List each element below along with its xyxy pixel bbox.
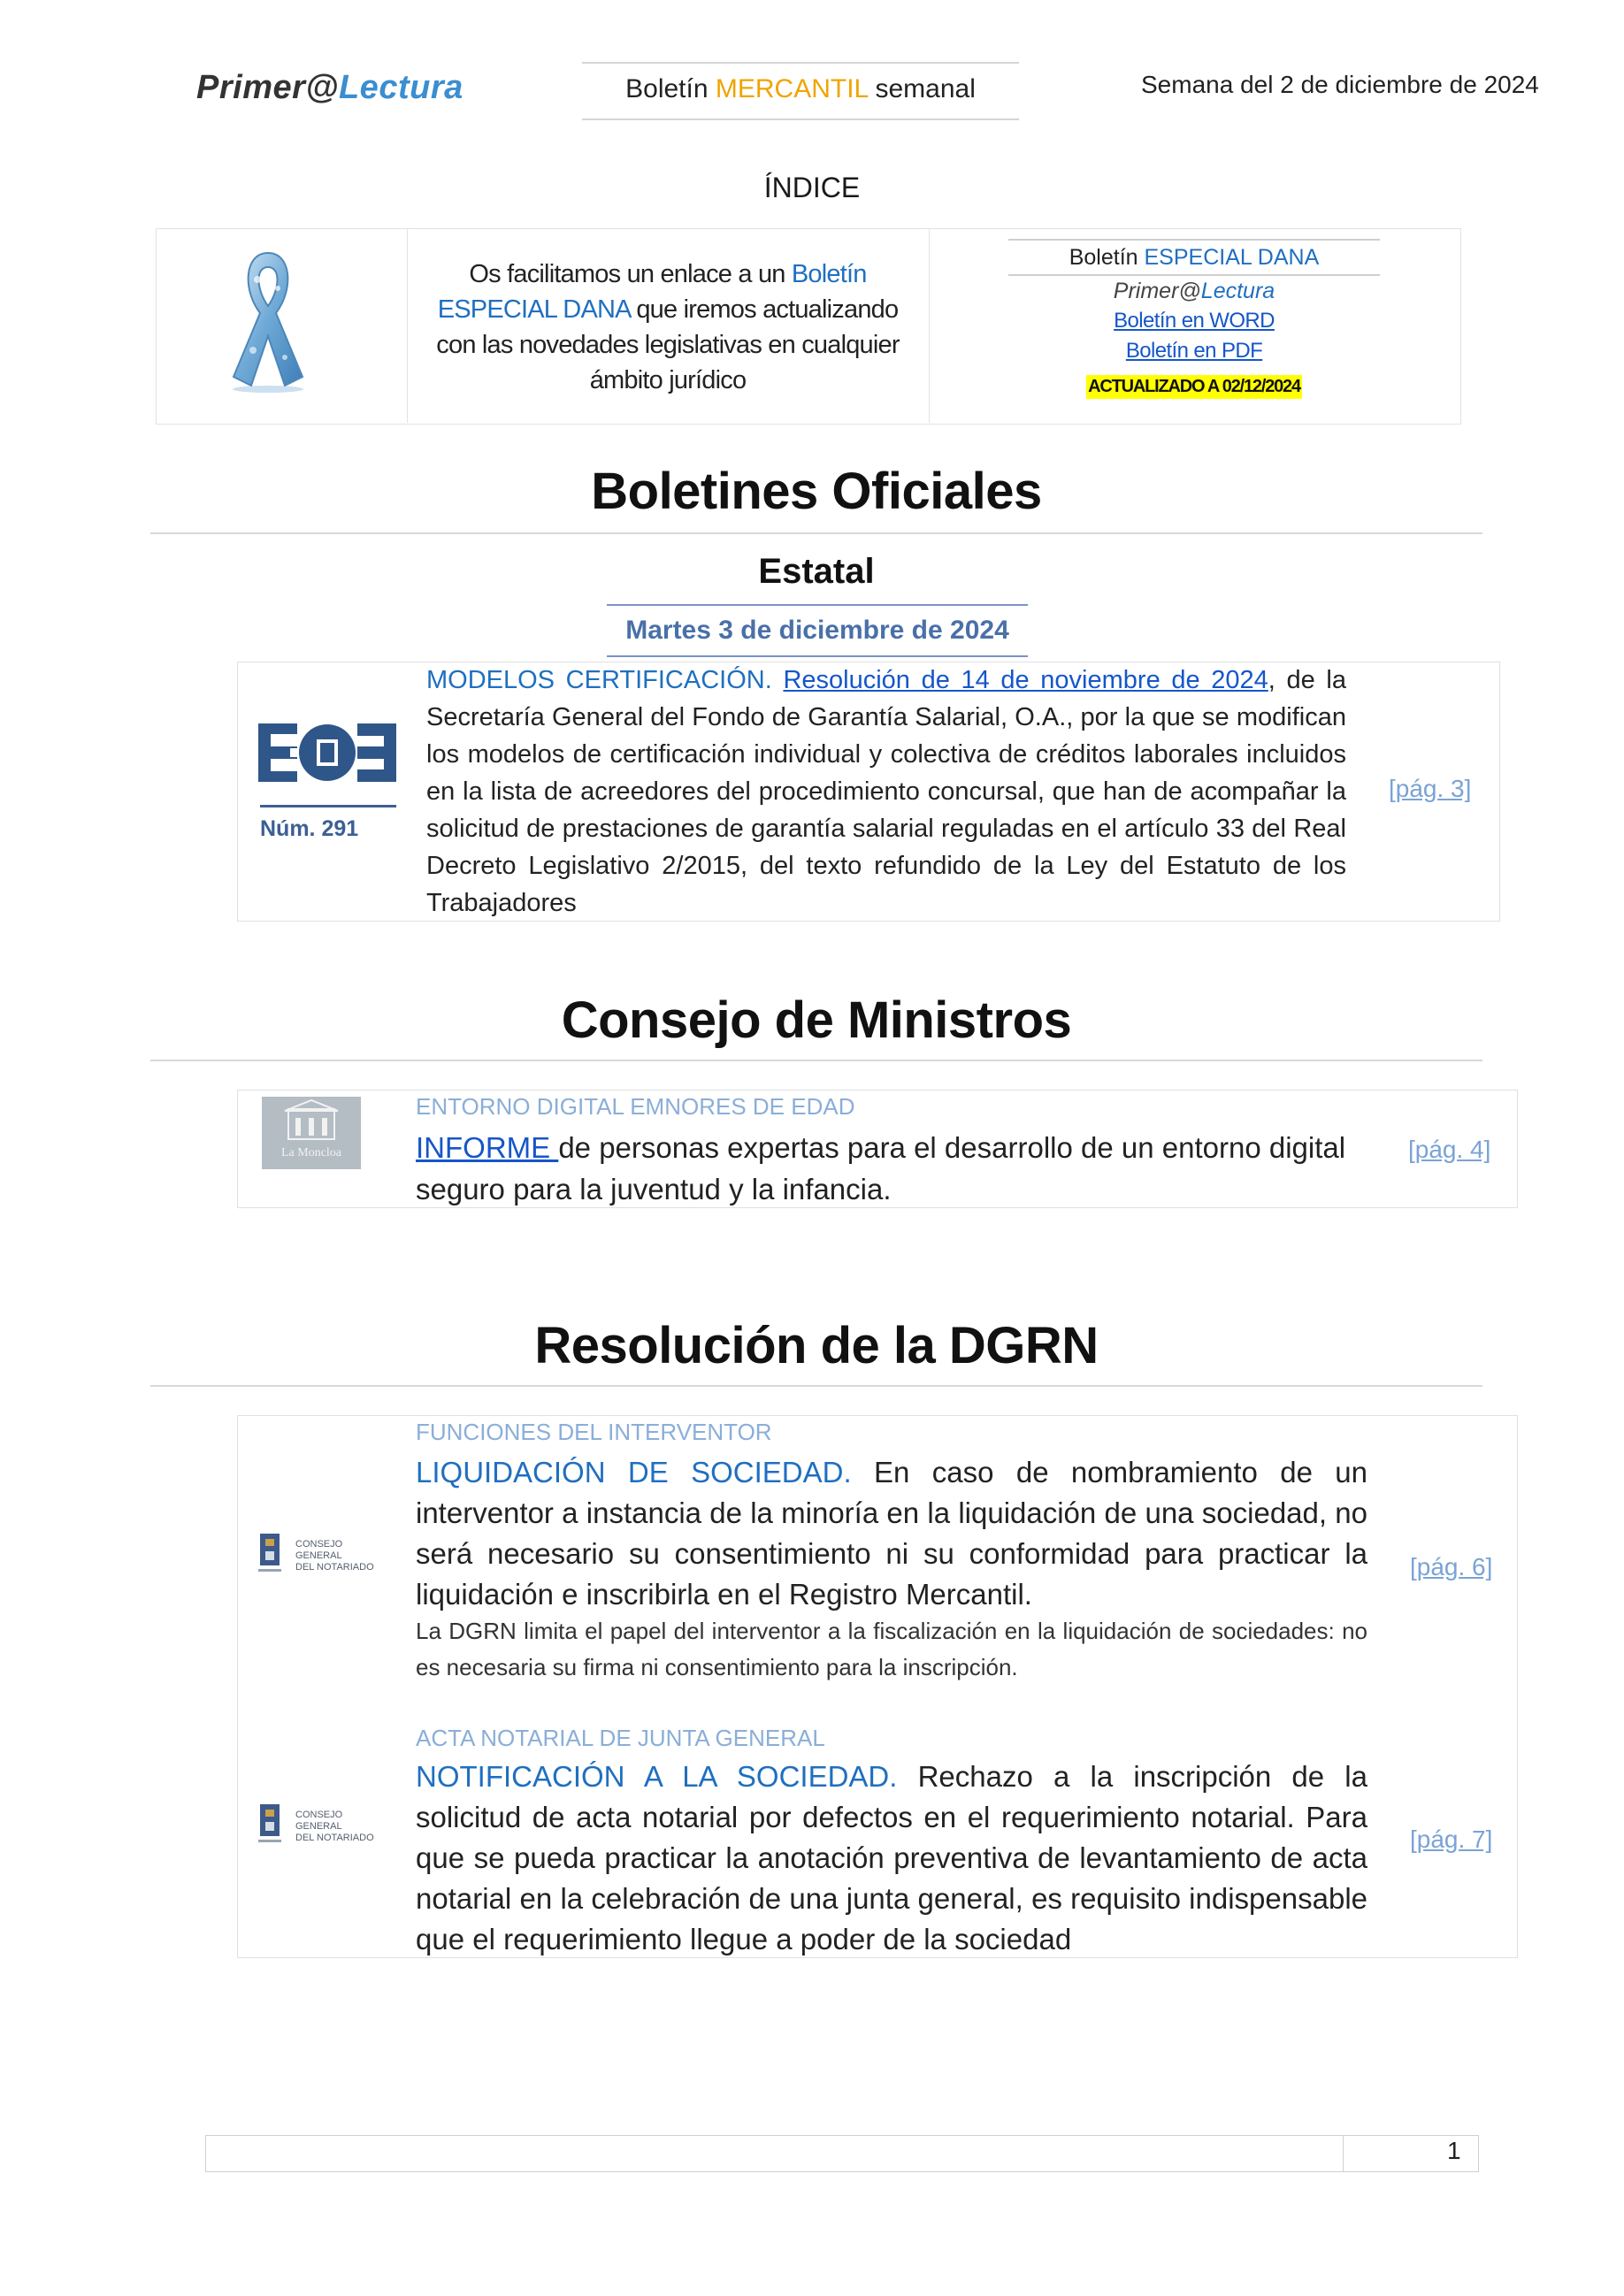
week-label: Semana del 2 de diciembre de 2024: [1141, 71, 1539, 98]
dana-box-title-prefix: Boletín: [1069, 245, 1145, 270]
dgrn-item-2-heading: ACTA NOTARIAL DE JUNTA GENERAL: [416, 1725, 825, 1751]
consejo-entry-body: de personas expertas para el desarrollo de un entorno digital seguro para la juventud y la infancia.: [416, 1131, 1346, 1205]
consejo-entry-heading: ENTORNO DIGITAL EMNORES DE EDAD: [416, 1093, 855, 1120]
date-banner: Martes 3 de diciembre de 2024: [607, 604, 1028, 657]
dgrn-item-1-lead: LIQUIDACIÓN DE SOCIEDAD.: [416, 1456, 852, 1489]
brand-part-1: Primer@: [196, 69, 339, 106]
boe-entry-heading: MODELOS CERTIFICACIÓN.: [426, 666, 772, 694]
section-title-boletines: Boletines Oficiales: [591, 463, 1042, 520]
page-link-6[interactable]: [pág. 6]: [1410, 1553, 1493, 1580]
dana-box-title: [1008, 241, 1380, 274]
notariado-label-2: DEL NOTARIADO: [295, 1833, 374, 1843]
section-title-dgrn: Resolución de la DGRN: [534, 1317, 1099, 1374]
dgrn-item-1-text: [416, 1452, 1367, 1615]
footer-divider: [1343, 2135, 1344, 2172]
notariado-label-1: CONSEJO GENERAL: [295, 1810, 343, 1832]
consejo-entry-text: [416, 1127, 1380, 1210]
moncloa-building-icon: [262, 1097, 361, 1146]
pdf-link[interactable]: Boletín en PDF: [1125, 339, 1263, 363]
boe-resolution-link[interactable]: Resolución de 14 de noviembre de 2024: [783, 666, 1268, 694]
page-link-3[interactable]: [pág. 3]: [1389, 775, 1472, 802]
notariado-logo: [257, 1799, 389, 1847]
ribbon-icon: [226, 244, 310, 393]
page-link-7[interactable]: [pág. 7]: [1410, 1825, 1493, 1853]
subsection-title-estatal: Estatal: [758, 552, 875, 591]
dgrn-item-1-heading: FUNCIONES DEL INTERVENTOR: [416, 1419, 772, 1445]
notariado-logo: [257, 1528, 389, 1576]
section-rule: [150, 1385, 1482, 1387]
section-title-consejo: Consejo de Ministros: [561, 991, 1072, 1049]
section-rule: [150, 1060, 1482, 1061]
dgrn-item-2-lead: NOTIFICACIÓN A LA SOCIEDAD.: [416, 1760, 898, 1793]
notariado-label: [295, 1539, 389, 1573]
boe-number: Núm. 291: [260, 805, 396, 842]
brand-part-2: Lectura: [338, 69, 463, 106]
dana-text-link[interactable]: Boletín ESPECIAL DANA: [437, 260, 867, 324]
word-link[interactable]: Boletín en WORD: [1114, 309, 1275, 333]
informe-link[interactable]: INFORME: [416, 1131, 559, 1164]
dana-text-before: Os facilitamos un enlace a un: [469, 260, 792, 288]
updated-badge: ACTUALIZADO A 02/12/2024: [1086, 375, 1302, 399]
dana-box-title-highlight: ESPECIAL DANA: [1144, 245, 1320, 270]
dana-description: [416, 256, 920, 398]
boe-entry-body: , de la Secretaría General del Fondo de Garantía Salarial, O.A., por la que se modifican los modelos de certificación individual y colectiva de créditos laborales incluidos en la lista de acreedores del procedimiento concursal, que han de acompañar la solicitud de prestaciones de garantía salarial reguladas en el artículo 33 del Real Decreto Legislativo 2/2015, del texto refundido de la Ley del Estatuto de los Trabajadores: [426, 666, 1346, 917]
dgrn-item-2-body: Rechazo a la inscripción de la solicitud de acta notarial por defectos en el requerimiento notarial. Para que se pueda practicar la anotación preventiva de levantamiento de acta notarial en la celebración de una junta general, es requisito indispensable que el requerimiento llegue a poder de la sociedad: [416, 1760, 1367, 1955]
notariado-emblem-icon: [257, 1799, 283, 1847]
bulletin-prefix: Boletín: [625, 74, 716, 103]
moncloa-logo-label: La Moncloa: [280, 1146, 342, 1159]
dgrn-item-2-text: [416, 1756, 1367, 1960]
section-rule: [150, 532, 1482, 534]
boe-entry-text: [426, 662, 1346, 922]
bulletin-suffix: semanal: [868, 74, 976, 103]
bulletin-title: [582, 62, 1019, 120]
dana-box-brand-2: Lectura: [1200, 279, 1275, 303]
boe-logo-icon: [258, 723, 396, 782]
dana-text-after: que iremos actualizando con las novedades legislativas en cualquier ámbito jurídico: [436, 295, 900, 394]
dana-box-brand: [1008, 276, 1380, 306]
page-number: 1: [1447, 2137, 1461, 2164]
dana-box-brand-1: Primer@: [1113, 279, 1201, 303]
brand-logo: [196, 69, 463, 107]
dana-links-panel: [1008, 239, 1380, 399]
notariado-emblem-icon: [257, 1528, 283, 1576]
dgrn-item-1-summary: La DGRN limita el papel del interventor a la fiscalización en la liquidación de sociedades: no es necesaria su firma ni consentimiento para la inscripción.: [416, 1618, 1367, 1680]
notariado-label: [295, 1810, 389, 1844]
index-title: ÍNDICE: [763, 172, 861, 203]
footer-bar: [205, 2135, 1479, 2172]
dgrn-item-1-body: En caso de nombramiento de un interventor a instancia de la minoría en la liquidación de una sociedad, no será necesario su consentimiento ni su conformidad para practicar la liquidación e inscribirla en el Registro Mercantil.: [416, 1456, 1368, 1611]
bulletin-highlight: MERCANTIL: [715, 74, 869, 103]
notariado-label-1: CONSEJO GENERAL: [295, 1539, 343, 1561]
notariado-label-2: DEL NOTARIADO: [295, 1562, 374, 1573]
page-link-4[interactable]: [pág. 4]: [1408, 1136, 1491, 1163]
